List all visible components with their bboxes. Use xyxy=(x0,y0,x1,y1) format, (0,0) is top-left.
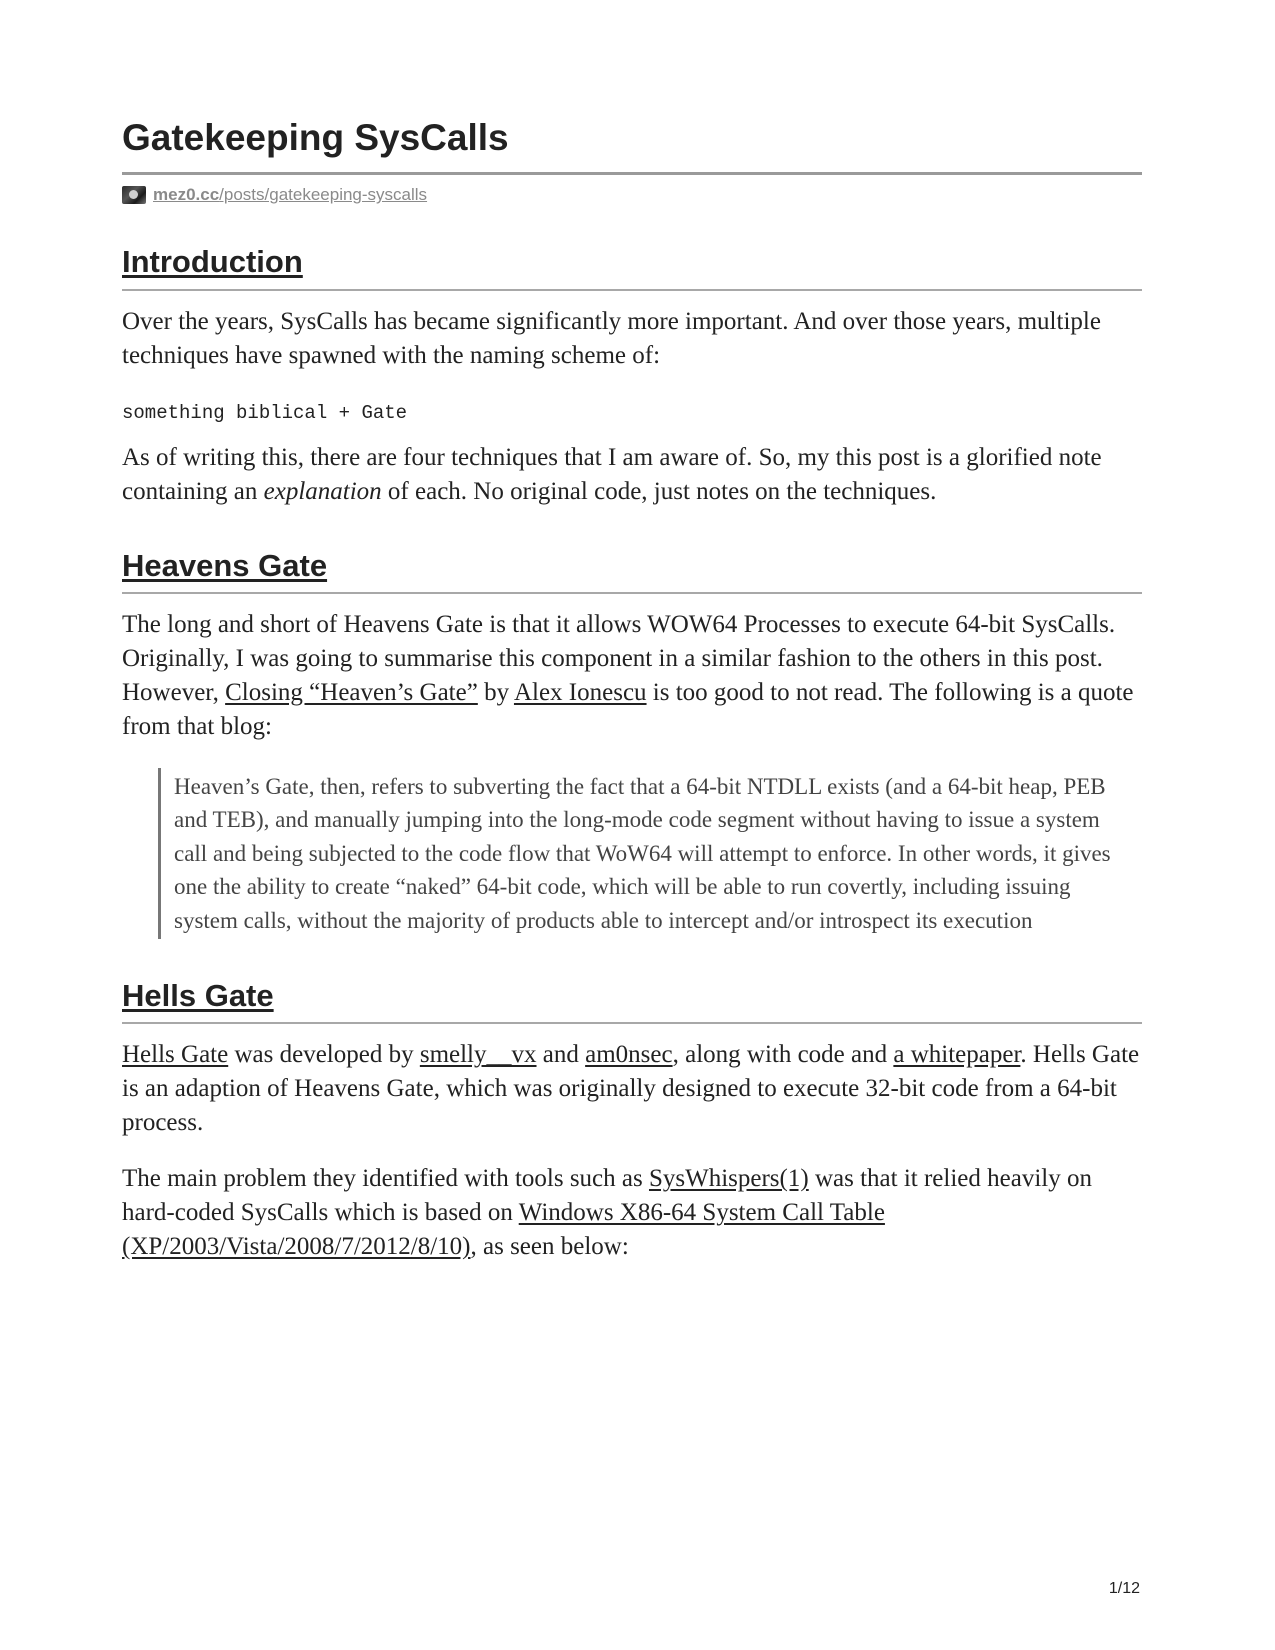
hells-gate-paragraph-2: The main problem they identified with tools such as SysWhispers(1) was that it relied heavily on hard-coded SysCalls which is based on Windows X86-64 System Call Table (XP/2003/Vista/2008/7/2012/8/10), as seen below: xyxy=(122,1165,1092,1261)
link-syswhispers[interactable]: SysWhispers(1) xyxy=(648,1165,809,1193)
link-alex-ionescu[interactable]: Alex Ionescu xyxy=(513,678,647,706)
intro-paragraph-2: As of writing this, there are four techniques that I am aware of. So, my this post is a glorified note containing an explanation of each. No original code, just notes on the techniques. xyxy=(122,443,1102,505)
link-closing-heavens-gate[interactable]: Closing “Heaven’s Gate” xyxy=(225,678,478,706)
source-link[interactable]: mez0.cc/posts/gatekeeping-syscalls xyxy=(153,185,428,205)
code-snippet: something biblical + Gate xyxy=(122,401,408,424)
link-hells-gate[interactable]: Hells Gate xyxy=(122,1041,229,1069)
page-title: Gatekeeping SysCalls xyxy=(122,116,1142,175)
link-smelly-vx[interactable]: smelly__vx xyxy=(419,1041,537,1069)
heading-heavens-gate: Heavens Gate xyxy=(122,547,1142,594)
link-whitepaper[interactable]: a whitepaper xyxy=(893,1041,1021,1069)
intro-paragraph-1: Over the years, SysCalls has became significantly more important. And over those years, multiple techniques have spawned with the naming scheme of: xyxy=(122,307,1101,369)
heading-introduction: Introduction xyxy=(122,243,1142,290)
link-am0nsec[interactable]: am0nsec xyxy=(585,1041,673,1069)
site-favicon-icon xyxy=(122,186,146,204)
heavens-gate-paragraph: The long and short of Heavens Gate is that it allows WOW64 Processes to execute 64-bit SysCalls. Originally, I was going to summarise this component in a similar fashion to the others in this post. However, Closing “Heaven’s Gate” by Alex Ionescu is too good to not read. The following is a quote from that blog: xyxy=(122,610,1134,740)
emphasis-explanation: explanation xyxy=(263,477,382,505)
link-syscall-table[interactable]: Windows X86-64 System Call Table (XP/2003/Vista/2008/7/2012/8/10) xyxy=(122,1199,885,1261)
hells-gate-paragraph-1: Hells Gate was developed by smelly__vx and am0nsec, along with code and a whitepaper. Hells Gate is an adaption of Heavens Gate, which was originally designed to execute 32-bit code from a 64-bit process. xyxy=(122,1041,1140,1137)
article xyxy=(122,108,1142,1264)
source-line xyxy=(122,185,1142,205)
page-number: 1/12 xyxy=(1108,1580,1140,1597)
blockquote-heavens-gate: Heaven’s Gate, then, refers to subverting the fact that a 64-bit NTDLL exists (and a 64-bit heap, PEB and TEB), and manually jumping into the long-mode code segment without having to issue a system call and being subjected to the code flow that WoW64 will attempt to enforce. In other words, it gives one the ability to create “naked” 64-bit code, which will be able to run covertly, including issuing system calls, without the majority of products able to intercept and/or introspect its execution xyxy=(158,768,1142,940)
heading-hells-gate: Hells Gate xyxy=(122,977,1142,1024)
